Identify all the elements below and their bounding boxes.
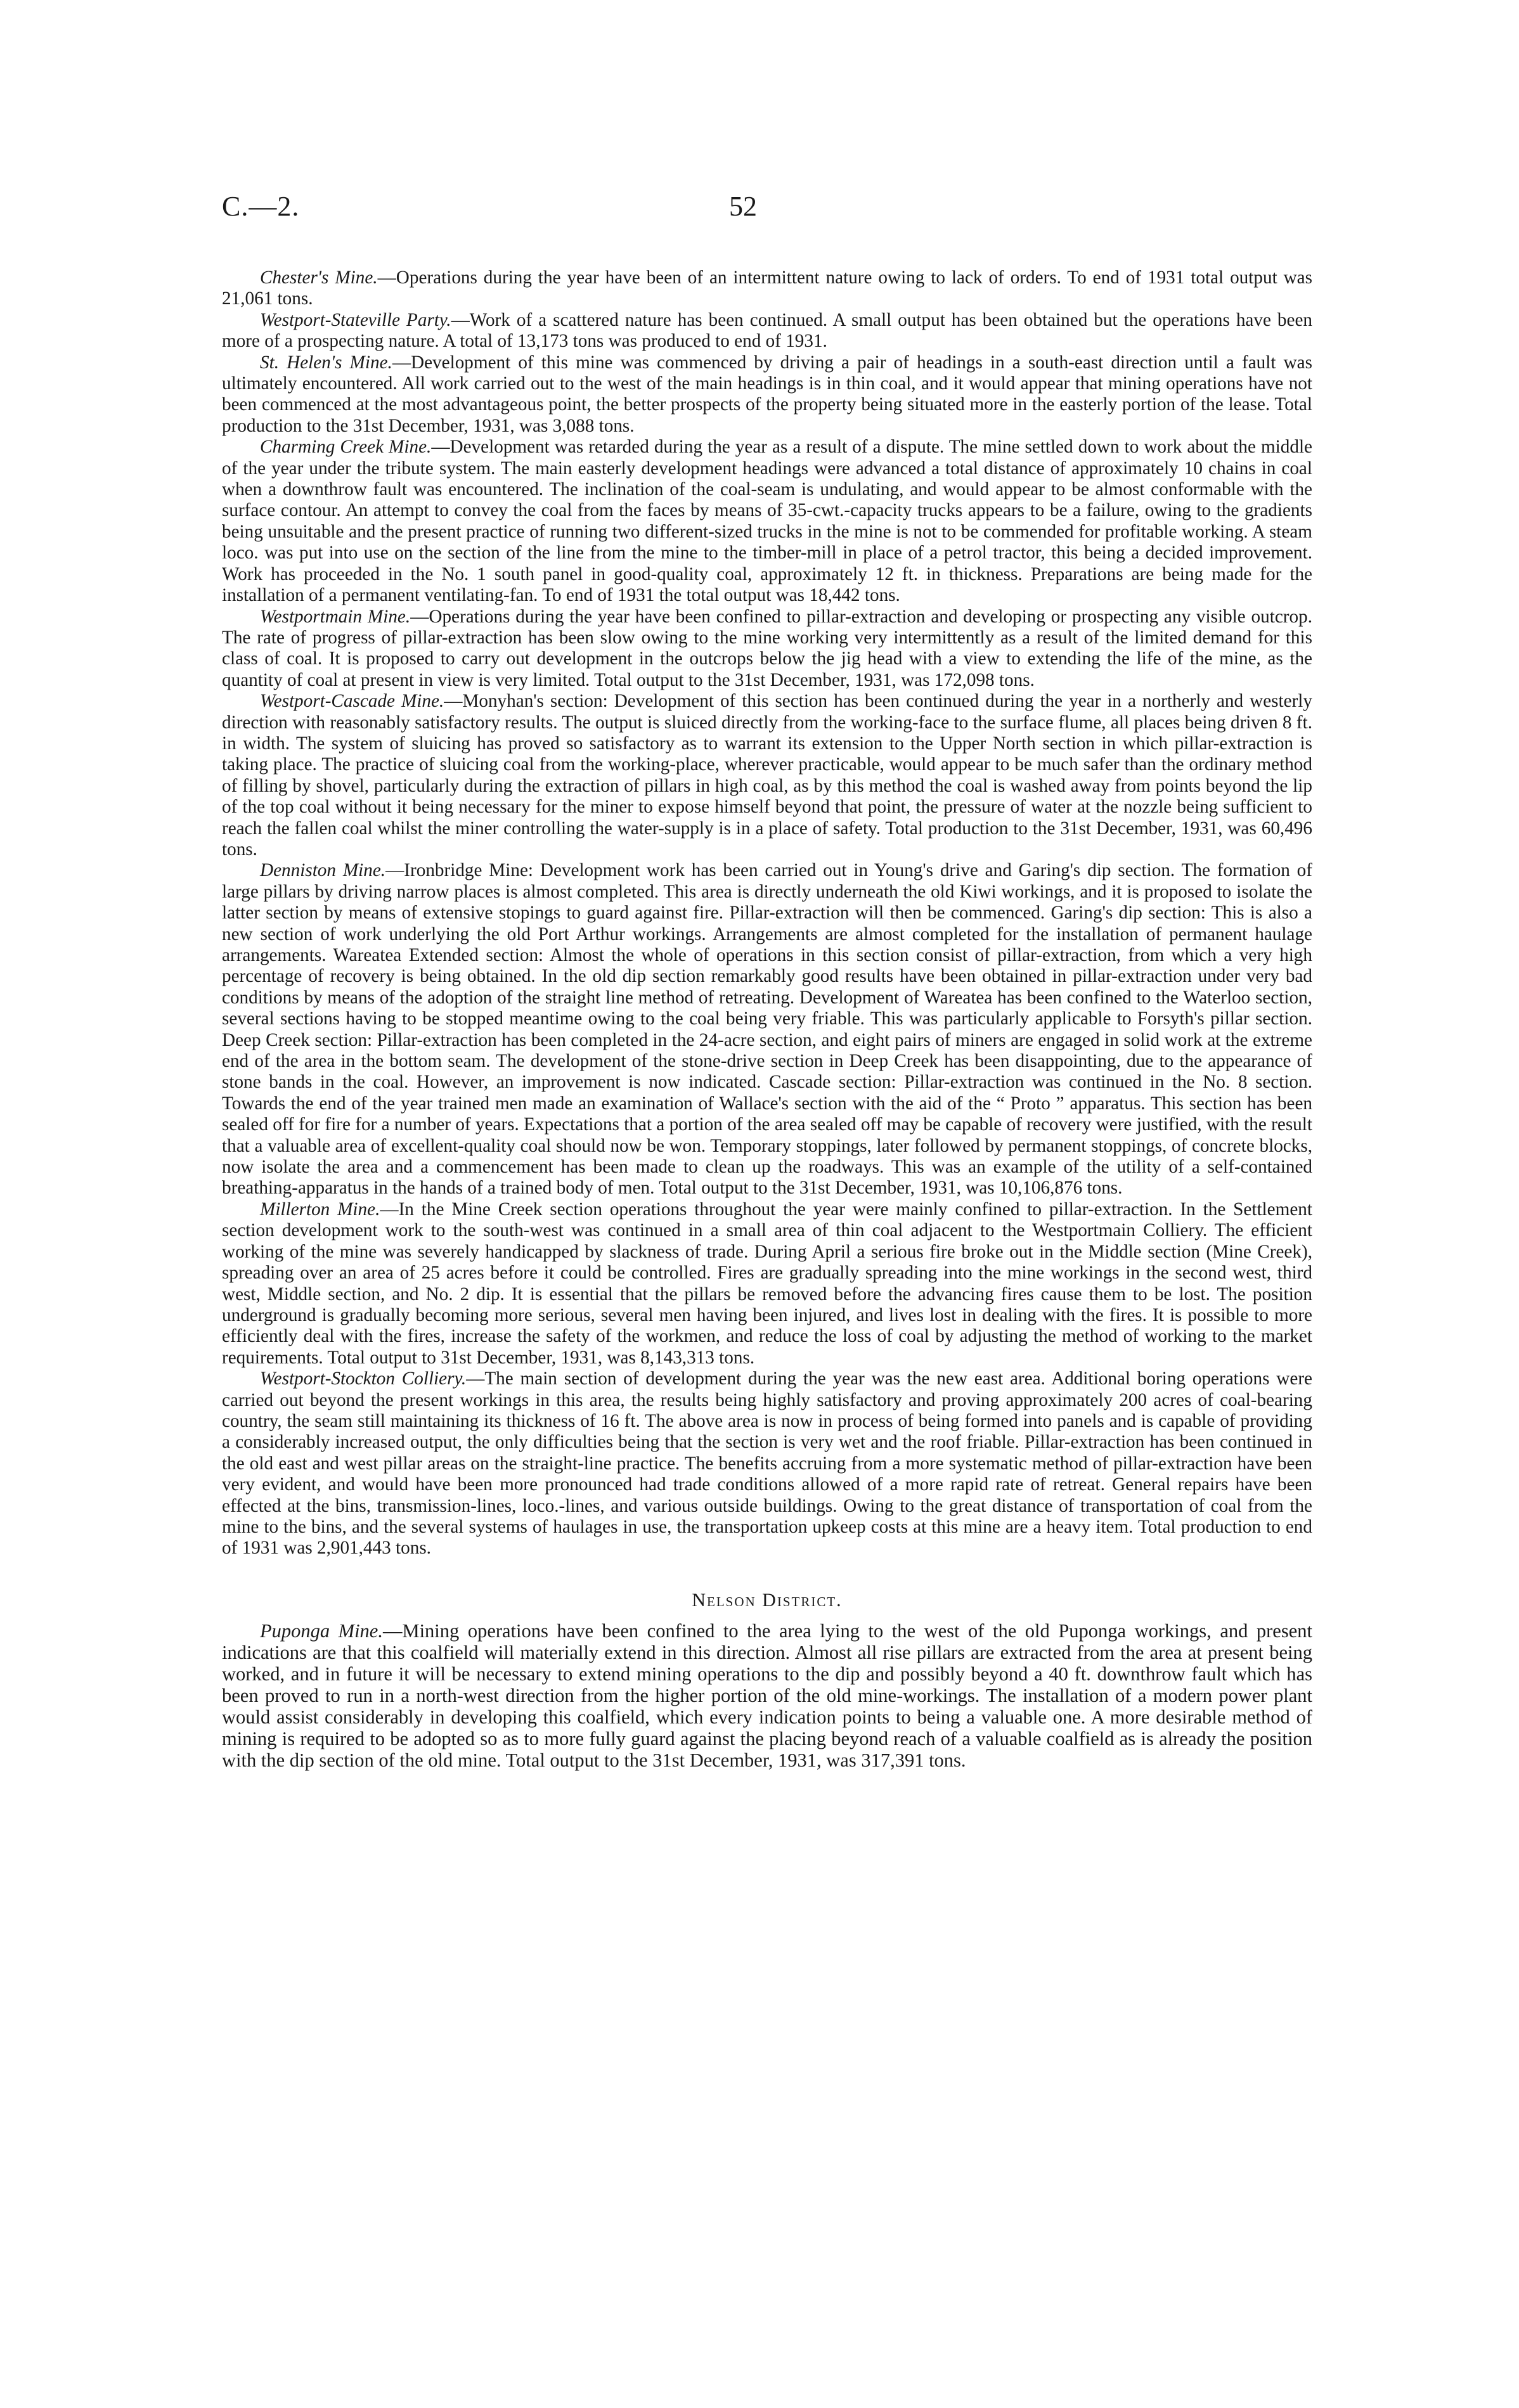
paragraph-text: —Ironbridge Mine: Development work has been carried out in Young's drive and Garing's dip section. The formation of large pillars by driving narrow places is almost completed. This area is directly underneath the old Kiwi workings, and it is proposed to isolate the latter section by means of extensive stopings to guard against fire. Pillar-extraction will then be commenced. Garing's dip section: This is also a new section of work underlying the old Port Arthur workings. Arrangements are almost completed for the installation of permanent haulage arrangements. Wareatea Extended section: Almost the whole of operations in this section consist of pillar-extraction, from which a very high percentage of recovery is being obtained. In the old dip section remarkably good results have been obtained in pillar-extraction under very bad conditions by means of the adoption of the straight line method of retreating. Development of Wareatea has been confined to the Waterloo section, several sections having to be stopped meantime owing to the coal being very friable. This was particularly applicable to Forsyth's pillar section. Deep Creek section: Pillar-extraction has been completed in the 24-acre section, and eight pairs of miners are engaged in solid work at the extreme end of the area in the bottom seam. The development of the stone-drive section in Deep Creek has been disappointing, due to the appearance of stone bands in the coal. However, an improvement is now indicated. Cascade section: Pillar-extraction was continued in the No. 8 section. Towards the end of the year trained men made an examination of Wallace's section with the aid of the “ Proto ” apparatus. This section has been sealed off for fire for a number of years. Expectations that a portion of the area sealed off may be capable of recovery were justified, with the result that a valuable area of excellent-quality coal should now be won. Temporary stoppings, later followed by permanent stoppings, of concrete blocks, now isolate the area and a commencement has been made to clean up the roadways. This was an example of the utility of a self-contained breathing-apparatus in the hands of a trained body of men. Total output to the 31st December, 1931, was 10,106,876 tons.	[222, 860, 1312, 1199]
paragraph-westport-cascade-mine	[222, 691, 1312, 860]
paragraph-text: —Mining operations have been confined to the area lying to the west of the old Puponga workings, and present indications are that this coalfield will materially extend in this direction. Almost all rise pillars are extracted from the area at present being worked, and in future it will be necessary to extend mining operations to the dip and possibly beyond a 40 ft. downthrow fault which has been proved to run in a north-west direction from the higher portion of the old mine-workings. The installation of a modern power plant would assist considerably in developing this coalfield, which every indication points to being a valuable one. A more desirable method of mining is required to be adopted so as to more fully guard against the placing beyond reach of a valuable coalfield as is already the position with the dip section of the old mine. Total output to the 31st December, 1931, was 317,391 tons.	[222, 1619, 1312, 1771]
paragraph-text: —Operations during the year have been confined to pillar-extraction and developing or prospecting any visible outcrop. The rate of progress of pillar-extraction has been slow owing to the mine working very intermittently as a result of the limited demand for this class of coal. It is proposed to carry out development in the outcrops below the jig head with a view to extending the life of the mine, as the quantity of coal at present in view is very limited. Total output to the 31st December, 1931, was 172,098 tons.	[222, 606, 1312, 690]
paragraph-text: —Operations during the year have been of an intermittent nature owing to lack of orders. To end of 1931 total output was 21,061 tons.	[222, 267, 1312, 309]
mine-name: Westport-Stateville Party.	[260, 309, 451, 330]
mine-name: St. Helen's Mine.	[260, 352, 392, 373]
paragraph-chesters-mine	[222, 267, 1312, 310]
paragraph-text: —Work of a scattered nature has been continued. A small output has been obtained but the operations have been more of a prospecting nature. A total of 13,173 tons was produced to end of 1931.	[222, 309, 1313, 352]
paragraph-st-helens-mine	[222, 352, 1312, 437]
page-number: 52	[729, 191, 757, 222]
paragraph-denniston-mine	[222, 860, 1312, 1199]
paragraph-text: —Monyhan's section: Development of this section has been continued during the year in a northerly and westerly direction with reasonably satisfactory results. The output is sluiced directly from the working-face to the surface flume, all places being driven 8 ft. in width. The system of sluicing has proved so satisfactory as to warrant its extension to the Upper North section in which pillar-extraction is taking place. The practice of sluicing coal from the working-place, wherever practicable, would appear to be much safer than the ordinary method of filling by shovel, particularly during the extraction of pillars in high coal, as by this method the coal is washed away from points beyond the lip of the top coal without it being necessary for the miner to expose himself beyond that point, the pressure of water at the nozzle being sufficient to reach the fallen coal whilst the miner controlling the water-supply is in a place of safety. Total production to the 31st December, 1931, was 60,496 tons.	[222, 691, 1313, 860]
document-page	[222, 190, 1312, 1771]
mine-name: Westport-Stockton Colliery.	[260, 1368, 467, 1389]
section-heading-text: Nelson District.	[692, 1589, 843, 1611]
paragraph-westport-stateville	[222, 310, 1312, 352]
mine-name: Millerton Mine.	[260, 1199, 380, 1220]
section-heading	[222, 1590, 1312, 1611]
mine-name: Westportmain Mine.	[260, 606, 411, 627]
paragraph-charming-creek-mine	[222, 437, 1312, 606]
mine-name: Chester's Mine.	[260, 267, 378, 288]
mine-name: Denniston Mine.	[260, 860, 386, 881]
paragraph-text: —Development was retarded during the year as a result of a dispute. The mine settled down to work about the middle of the year under the tribute system. The main easterly development headings were advanced a total distance of approximately 10 chains in coal when a downthrow fault was encountered. The inclination of the coal-seam is undulating, and would appear to be almost conformable with the surface contour. An attempt to convey the coal from the faces by means of 35-cwt.-capacity trucks appears to be a failure, owing to the gradients being unsuitable and the present practice of running two different-sized trucks in the mine is not to be commended for profitable working. A steam loco. was put into use on the section of the line from the mine to the timber-mill in place of a petrol tractor, this being a decided improvement. Work has proceeded in the No. 1 south panel in good-quality coal, approximately 12 ft. in thickness. Preparations are being made for the installation of a permanent ventilating-fan. To end of 1931 the total output was 18,442 tons.	[222, 437, 1313, 606]
page-header	[222, 190, 1312, 228]
document-code: C.—2.	[222, 191, 300, 222]
paragraph-text: —In the Mine Creek section operations throughout the year were mainly confined to pillar-extraction. In the Settlement section development work to the south-west was continued in a small area of thin coal adjacent to the Westportmain Colliery. The efficient working of the mine was severely handicapped by slackness of trade. During April a serious fire broke out in the Middle section (Mine Creek), spreading over an area of 25 acres before it could be controlled. Fires are gradually spreading into the mine workings in the second west, third west, Middle section, and No. 2 dip. It is essential that the pillars be removed before the advancing fires cause them to be lost. The position underground is gradually becoming more serious, several men having been injured, and lives lost in dealing with the fires. It is possible to more efficiently deal with the fires, increase the safety of the workmen, and reduce the loss of coal by adjusting the method of working to the market requirements. Total output to 31st December, 1931, was 8,143,313 tons.	[222, 1199, 1312, 1368]
paragraph-westport-stockton-colliery	[222, 1368, 1312, 1559]
mine-name: Westport-Cascade Mine.	[260, 691, 444, 712]
paragraph-westportmain-mine	[222, 607, 1312, 692]
mine-name: Charming Creek Mine.	[260, 437, 432, 458]
paragraph-text: —Development of this mine was commenced by driving a pair of headings in a south-east direction until a fault was ultimately encountered. All work carried out to the west of the main headings is in thin coal, and it would appear that mining operations have not been commenced at the most advantageous point, the better prospects of the property being situated more in the easterly portion of the lease. Total production to the 31st December, 1931, was 3,088 tons.	[222, 352, 1312, 436]
paragraph-puponga-mine	[222, 1620, 1312, 1771]
mine-name: Puponga Mine.	[260, 1619, 383, 1642]
paragraph-millerton-mine	[222, 1199, 1312, 1368]
paragraph-text: —The main section of development during the year was the new east area. Additional boring operations were carried out beyond the present workings in this area, the results being highly satisfactory and proving approximately 200 acres of coal-bearing country, the seam still maintaining its thickness of 16 ft. The above area is now in process of being formed into panels and is capable of providing a considerably increased output, the only difficulties being that the section is very wet and the roof friable. Pillar-extraction has been continued in the old east and west pillar areas on the straight-line practice. The benefits accruing from a more systematic method of pillar-extraction have been very evident, and would have been more pronounced had trade conditions allowed of a more rapid rate of retreat. General repairs have been effected at the bins, transmission-lines, loco.-lines, and various outside buildings. Owing to the great distance of transportation of coal from the mine to the bins, and the several systems of haulages in use, the transportation upkeep costs at this mine are a heavy item. Total production to end of 1931 was 2,901,443 tons.	[222, 1368, 1312, 1559]
